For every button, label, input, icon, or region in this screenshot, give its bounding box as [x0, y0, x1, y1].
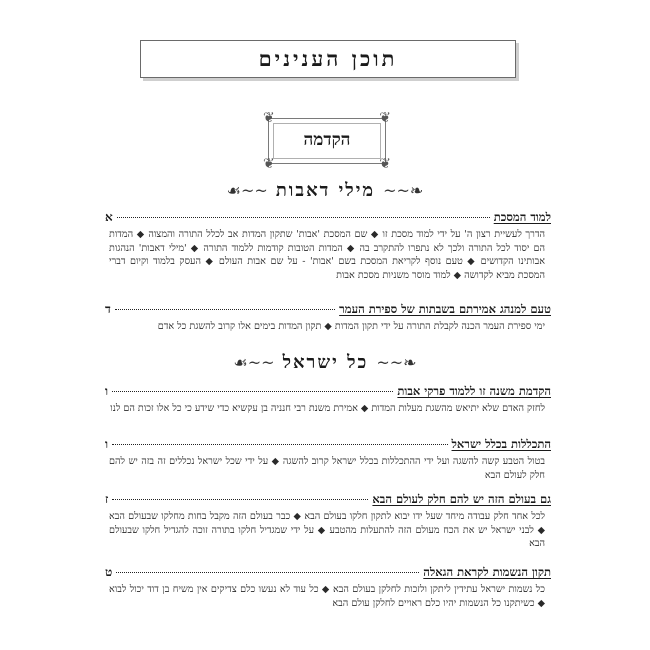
entry-page: ז — [105, 492, 109, 506]
page-title: תוכן הענינים — [258, 46, 398, 71]
section-title: כל ישראל — [282, 352, 369, 373]
entry-description: כל נשמות ישראל עתידין ליתקן ולזכות לחלקן בעולם הבא ◆ כל עוד לא נעשו כלם צדיקים אין משיח בן דוד יכול לבוא ◆ כשיתקנו כל הנשמות יהיו כלם ראויים לחלקן עולם הבא — [109, 584, 545, 609]
entry-title[interactable]: הקדמת משנה זו ללמוד פרקי אבות — [397, 384, 551, 398]
page-title-box — [140, 40, 516, 78]
entry-title[interactable]: תקון הנשמות לקראת הגאלה — [423, 565, 551, 579]
toc-entry[interactable] — [105, 437, 551, 482]
entry-page: ט — [105, 565, 113, 579]
entry-description: ימי ספירת העמר הכנה לקבלת התורה על ידי תקון המדות ◆ תקון המדות בימים אלו קרוב להשגת כל אדם — [157, 321, 545, 332]
dot-leader — [112, 391, 393, 392]
dot-leader — [112, 499, 368, 500]
ornament-icon: ❦ — [379, 110, 391, 126]
entry-title[interactable]: התכללות בכלל ישראל — [451, 437, 551, 451]
entry-description: לחזק האדם שלא יתיאש מהשגת מעלות המדות ◆ אמירת משנת רבי חנניה בן עקשיא כדי שידע כי כל אלו זכות הם לנו — [110, 403, 545, 414]
entry-title[interactable]: גם בעולם הזה יש להם חלק לעולם הבא — [372, 492, 551, 506]
toc-entry[interactable] — [105, 492, 551, 551]
intro-frame — [263, 110, 391, 172]
flourish-icon: ~~☙ — [226, 181, 268, 200]
entry-title[interactable]: טעם למנהג אמירתם בשבתות של ספירת העמר — [339, 302, 551, 316]
toc-entry[interactable] — [105, 384, 551, 416]
dot-leader — [115, 309, 335, 310]
toc-entry[interactable] — [105, 302, 551, 334]
section-header — [0, 180, 650, 201]
toc-entry[interactable] — [105, 565, 551, 610]
toc-entry[interactable] — [105, 210, 551, 282]
dot-leader — [112, 444, 447, 445]
ornament-icon: ❦ — [263, 156, 275, 172]
entry-page: ד — [105, 302, 111, 316]
dot-leader — [116, 572, 419, 573]
entry-title[interactable]: למוד המסכת — [493, 210, 551, 224]
flourish-icon: ❧~~ — [383, 181, 424, 200]
entry-page: א — [105, 210, 113, 224]
section-header — [0, 352, 650, 373]
section-title: מילי דאבות — [275, 180, 376, 201]
entry-page: ו — [105, 437, 109, 451]
flourish-icon: ❧~~ — [376, 353, 417, 372]
dot-leader — [117, 217, 490, 218]
ornament-icon: ❦ — [263, 110, 275, 126]
intro-title: הקדמה — [303, 130, 351, 150]
entry-description: הדרך לעשיית רצון ה' על ידי למוד מסכת זו ◆ שם המסכת 'אבות' שתקון המדות אב לכלל התורה והמצוה ◆ המדות הם יסוד לכל התורה ולכך לא נתפרו להתקרב בה ◆ המדות הטובות קודמות ללמוד התורה ◆ 'מילי דאבות' הנהגות אבותינו הקדושים ◆ טעם נוסף לקריאת המסכת בשם 'אבות' - על שם אבות העולם ◆ העסק בלמוד וקיום דברי המסכת מביא לקדושה ◆ למוד מוסר משניות מסכת אבות — [109, 229, 545, 281]
entry-description: לכל אחד חלק עבודה מיחד שעל ידו יבוא לתקון חלקו בעולם הבא ◆ כבר בעולם הזה מקבל בחות מחלקו שבעולם הבא ◆ לבני ישראל יש את הכח מעולם הזה להתעלות מהטבע ◆ על ידי שמגדיל חלקו בתורה זוכה להגדיל חלקו שבעולם הבא — [109, 511, 545, 549]
entry-page: ו — [105, 384, 109, 398]
flourish-icon: ~~☙ — [233, 353, 275, 372]
ornament-icon: ❦ — [379, 156, 391, 172]
entry-description: בטול הטבע קשה להשגה ועל ידי ההתכללות בכלל ישראל קרוב להשגה ◆ על ידי שכל ישראל נכללים זה בזה יש להם חלק לעולם הבא — [109, 456, 545, 481]
